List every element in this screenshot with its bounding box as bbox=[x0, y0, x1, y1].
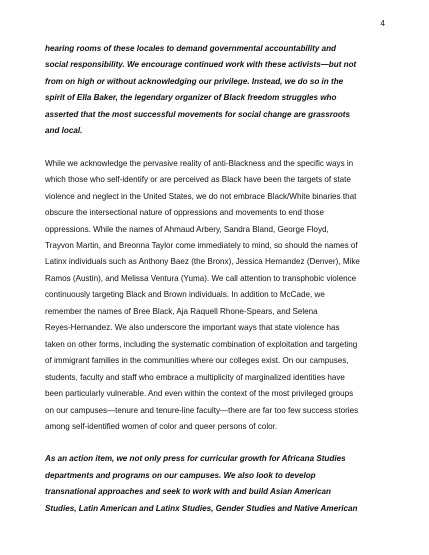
text-line: While we acknowledge the pervasive reality of anti-Blackness and the specific ways in bbox=[45, 158, 354, 168]
text-line: been particularly vulnerable. And even within the context of the most privileged groups bbox=[45, 389, 354, 399]
text-line: Trayvon Martin, and Breonna Taylor come immediately to mind, so should the names of bbox=[45, 240, 358, 250]
text-line: Studies, Latin American and Latinx Studies, Gender Studies and Native American bbox=[45, 503, 358, 513]
text-line: on our campuses—tenure and tenure-line faculty—there are far too few success stories bbox=[45, 405, 359, 415]
text-line: transnational approaches and seek to work with and build Asian American bbox=[45, 487, 331, 497]
paragraph-spacer bbox=[45, 435, 387, 451]
text-line: As an action item, we not only press for curricular growth for Africana Studies bbox=[45, 454, 346, 464]
text-line: remember the names of Bree Black, Aja Raquell Rhone-Spears, and Selena bbox=[45, 306, 318, 316]
text-line: departments and programs on our campuses. We also look to develop bbox=[45, 470, 316, 480]
text-line: violence and neglect in the United States, we do not embrace Black/White binaries that bbox=[45, 191, 357, 201]
text-line: oppressions. While the names of Ahmaud Arbery, Sandra Bland, George Floyd, bbox=[45, 224, 329, 234]
text-line: from on high or without acknowledging our privilege. Instead, we do so in the bbox=[45, 76, 344, 86]
text-line: among self-identified women of color and queer persons of color. bbox=[45, 421, 278, 431]
text-line: of immigrant families in the communities where our colleges exist. On our campuses, bbox=[45, 356, 349, 366]
text-line: taken on other forms, including the systematic combination of exploitation and targeting bbox=[45, 339, 358, 349]
paragraph-spacer bbox=[45, 140, 387, 156]
text-line: hearing rooms of these locales to demand governmental accountability and bbox=[45, 44, 336, 53]
text-line: and local. bbox=[45, 126, 83, 136]
paragraph-anti-blackness bbox=[45, 156, 387, 436]
text-line: Reyes-Hernandez. We also underscore the important ways that state violence has bbox=[45, 323, 340, 333]
text-line: students, faculty and staff who embrace a multiplicity of marginalized identities have bbox=[45, 372, 345, 382]
text-line: social responsibility. We encourage continued work with these activists—but not bbox=[45, 60, 357, 70]
page-number: 4 bbox=[380, 19, 385, 28]
text-line: spirit of Ella Baker, the legendary organizer of Black freedom struggles who bbox=[45, 93, 337, 103]
paragraph-action-item bbox=[45, 451, 387, 517]
paragraph-grassroots bbox=[45, 41, 387, 140]
document-body bbox=[45, 41, 387, 517]
text-line: which those who self-identify or are perceived as Black have been the targets of state bbox=[45, 175, 351, 185]
text-line: Latinx individuals such as Anthony Baez (the Bronx), Jessica Hernandez (Denver), Mike bbox=[45, 257, 360, 267]
text-line: continuously targeting Black and Brown individuals. In addition to McCade, we bbox=[45, 290, 325, 300]
text-line: Ramos (Austin), and Melissa Ventura (Yuma). We call attention to transphobic violence bbox=[45, 273, 357, 283]
text-line: obscure the intersectional nature of oppressions and movements to end those bbox=[45, 208, 324, 218]
text-line: asserted that the most successful movements for social change are grassroots bbox=[45, 109, 350, 119]
